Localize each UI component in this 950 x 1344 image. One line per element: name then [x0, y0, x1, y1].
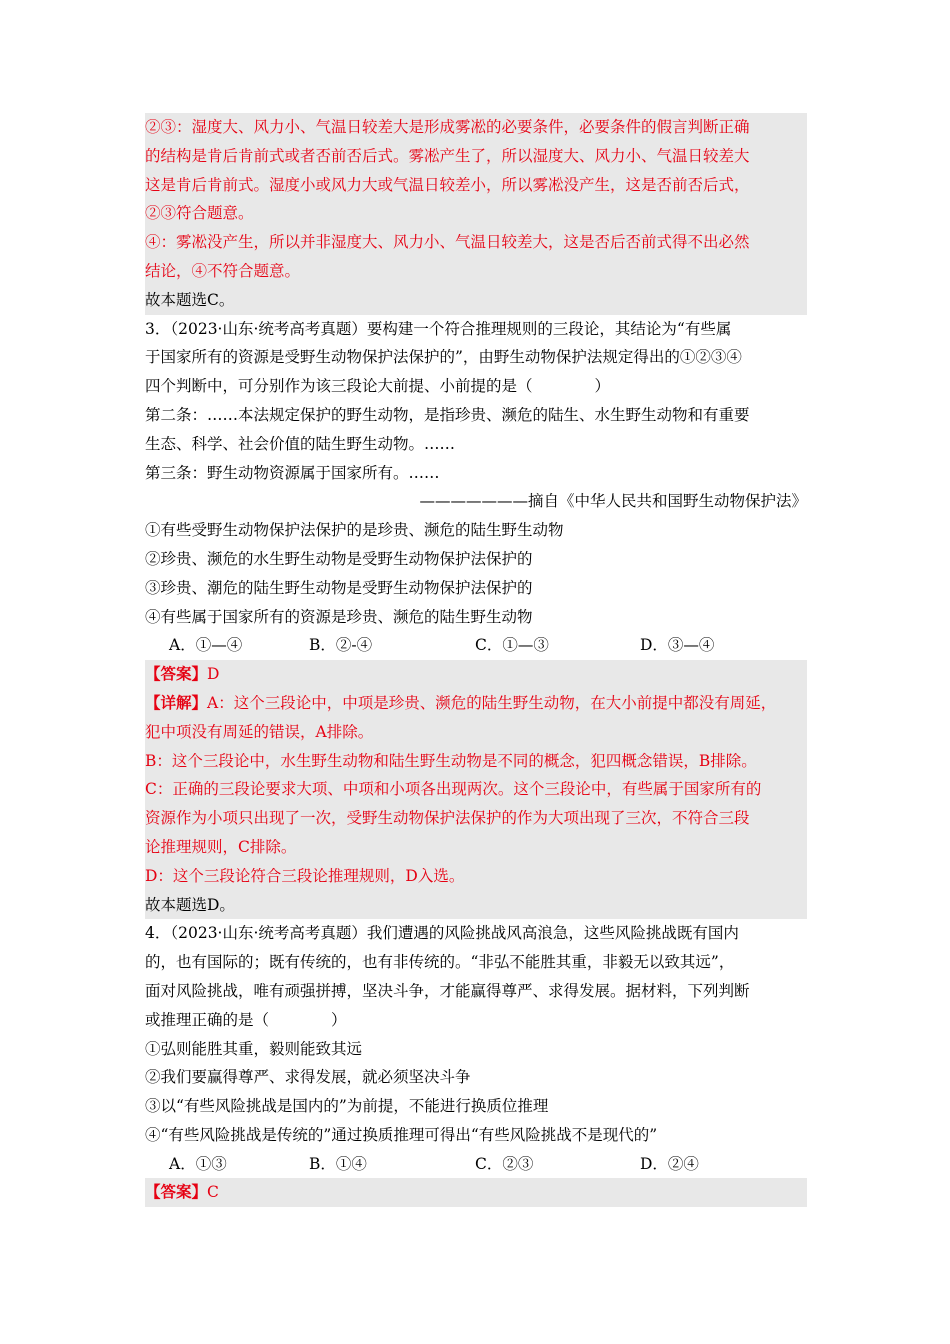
- judgment-item: ③以“有些风险挑战是国内的”为前提，不能进行换质位推理: [145, 1097, 549, 1116]
- question-stem: 3．（2023·山东·统考高考真题）要构建一个符合推理规则的三段论，其结论为“有些属: [145, 319, 732, 338]
- detail-line: D：这个三段论符合三段论推理规则，D入选。: [145, 866, 465, 885]
- detail-line: 论推理规则，C排除。: [145, 837, 297, 856]
- answer-options: [145, 631, 807, 660]
- option-c: C．②③: [475, 1154, 534, 1173]
- detail-line: 犯中项没有周延的错误，A排除。: [145, 722, 374, 741]
- judgment-item: ③珍贵、潮危的陆生野生动物是受野生动物保护法保护的: [145, 578, 533, 597]
- question-4: [145, 919, 807, 1207]
- law-article: 生态、科学、社会价值的陆生野生动物。……: [145, 434, 456, 453]
- answer-label: 【答案】: [145, 1182, 208, 1202]
- option-a: A．①③: [169, 1154, 227, 1173]
- answer-line: [145, 660, 807, 689]
- explanation-line: 这是肯后肯前式。湿度小或风力大或气温日较差小，所以雾凇没产生，这是否前否后式，: [145, 175, 750, 194]
- question-stem: 或推理正确的是（ ）: [145, 1010, 347, 1029]
- judgment-item: ②珍贵、濒危的水生野生动物是受野生动物保护法保护的: [145, 549, 533, 568]
- law-article: 第三条：野生动物资源属于国家所有。……: [145, 463, 440, 482]
- answer-label: 【答案】: [145, 664, 208, 684]
- question-stem: 于国家所有的资源是受野生动物保护法保护的”，由野生动物保护法规定得出的①②③④: [145, 348, 742, 367]
- explanation-line: ②③符合题意。: [145, 204, 254, 223]
- conclusion: 故本题选D。: [145, 895, 235, 914]
- previous-explanation: [145, 113, 807, 315]
- judgment-item: ②我们要赢得尊严、求得发展，就必须坚决斗争: [145, 1068, 471, 1087]
- question-stem: 的，也有国际的；既有传统的，也有非传统的。“非弘不能胜其重，非毅无以致其远”，: [145, 953, 735, 972]
- judgment-item: ①弘则能胜其重，毅则能致其远: [145, 1039, 363, 1058]
- question-stem: 面对风险挑战，唯有顽强拼搏，坚决斗争，才能赢得尊严、求得发展。据材料，下列判断: [145, 981, 750, 1000]
- option-b: B．②-④: [309, 636, 373, 655]
- option-a: A．①—④: [169, 636, 243, 655]
- option-d: D．②④: [640, 1154, 699, 1173]
- answer-value: D: [207, 665, 220, 684]
- explanation-line: 的结构是肯后肯前式或者否前否后式。雾凇产生了，所以湿度大、风力小、气温日较差大: [145, 146, 750, 165]
- law-article: 第二条：……本法规定保护的野生动物，是指珍贵、濒危的陆生、水生野生动物和有重要: [145, 405, 750, 424]
- question-stem: 4．（2023·山东·统考高考真题）我们遭遇的风险挑战风高浪急，这些风险挑战既有国内: [145, 924, 739, 943]
- judgment-item: ④“有些风险挑战是传统的”通过换质推理可得出“有些风险挑战不是现代的”: [145, 1125, 658, 1144]
- judgment-item: ④有些属于国家所有的资源是珍贵、濒危的陆生野生动物: [145, 607, 533, 626]
- option-c: C．①—③: [475, 636, 549, 655]
- explanation-line: 结论，④不符合题意。: [145, 261, 301, 280]
- explanation-line: ④：雾凇没产生，所以并非湿度大、风力小、气温日较差大，这是否后否前式得不出必然: [145, 233, 750, 252]
- detail-line: [145, 689, 807, 718]
- answer-value: C: [207, 1183, 219, 1202]
- detail-line: C：正确的三段论要求大项、中项和小项各出现两次。这个三段论中，有些属于国家所有的: [145, 780, 762, 799]
- option-b: B．①④: [309, 1154, 367, 1173]
- conclusion: 故本题选C。: [145, 290, 235, 309]
- answer-block: [145, 660, 807, 919]
- detail-label: 【详解】: [145, 692, 208, 712]
- answer-line: [145, 1178, 807, 1207]
- explanation-line: ②③：湿度大、风力小、气温日较差大是形成雾凇的必要条件，必要条件的假言判断正确: [145, 118, 750, 136]
- answer-block: [145, 1178, 807, 1207]
- answer-options: [145, 1150, 807, 1179]
- question-3: [145, 315, 807, 920]
- detail-line: 资源作为小项只出现了一次，受野生动物保护法保护的作为大项出现了三次，不符合三段: [145, 809, 750, 828]
- source-citation: ———————摘自《中华人民共和国野生动物保护法》: [419, 492, 807, 511]
- question-stem: 四个判断中，可分别作为该三段论大前提、小前提的是（ ）: [145, 377, 611, 396]
- option-d: D．③—④: [640, 636, 715, 655]
- judgment-item: ①有些受野生动物保护法保护的是珍贵、濒危的陆生野生动物: [145, 521, 564, 540]
- document-page: [145, 113, 807, 1207]
- detail-text: A：这个三段论中，中项是珍贵、濒危的陆生野生动物，在大小前提中都没有周延，: [207, 693, 777, 712]
- detail-line: B：这个三段论中，水生野生动物和陆生野生动物是不同的概念，犯四概念错误，B排除。: [145, 751, 757, 770]
